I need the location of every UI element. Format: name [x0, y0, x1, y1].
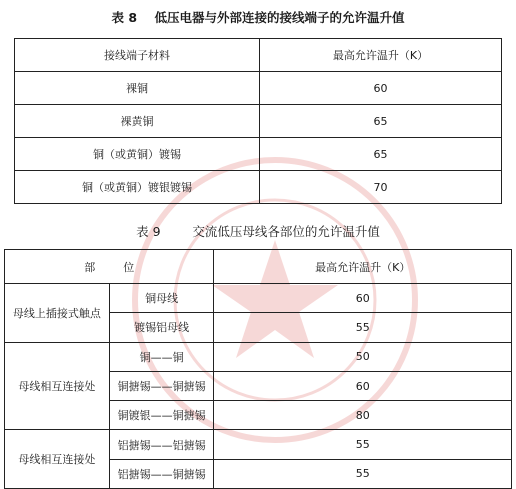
table8 — [14, 38, 502, 204]
table8-header-temp: 最高允许温升（K） — [260, 39, 502, 72]
value-cell: 80 — [214, 401, 512, 430]
material-cell: 裸黄铜 — [15, 105, 260, 138]
sub-cell: 铜镀银——铜搪锡 — [109, 401, 214, 430]
table-row — [15, 72, 502, 105]
value-cell: 70 — [260, 171, 502, 204]
table-row — [15, 171, 502, 204]
value-cell: 55 — [214, 313, 512, 342]
value-cell: 50 — [214, 342, 512, 371]
material-cell: 铜（或黄铜）镀锡 — [15, 138, 260, 171]
sub-cell: 铜母线 — [109, 284, 214, 313]
sub-cell: 铝搪锡——铜搪锡 — [109, 459, 214, 488]
material-cell: 裸铜 — [15, 72, 260, 105]
table-row — [15, 105, 502, 138]
value-cell: 55 — [214, 459, 512, 488]
part-cell: 母线相互连接处 — [5, 430, 110, 489]
table9 — [4, 249, 512, 489]
material-cell: 铜（或黄铜）镀银镀锡 — [15, 171, 260, 204]
part-cell: 母线上插接式触点 — [5, 284, 110, 343]
table8-header-material: 接线端子材料 — [15, 39, 260, 72]
value-cell: 65 — [260, 105, 502, 138]
table-row — [15, 138, 502, 171]
table-row — [5, 430, 512, 459]
table-row — [5, 342, 512, 371]
table8-header-row — [15, 39, 502, 72]
sub-cell: 铜搪锡——铜搪锡 — [109, 371, 214, 400]
table9-title: 表 9 交流低压母线各部位的允许温升值 — [136, 224, 380, 239]
value-cell: 60 — [214, 284, 512, 313]
value-cell: 55 — [214, 430, 512, 459]
value-cell: 60 — [260, 72, 502, 105]
sub-cell: 镀锡铝母线 — [109, 313, 214, 342]
table9-header-part: 部 位 — [5, 250, 214, 284]
sub-cell: 铜——铜 — [109, 342, 214, 371]
part-cell: 母线相互连接处 — [5, 342, 110, 430]
table-row — [5, 284, 512, 313]
value-cell: 65 — [260, 138, 502, 171]
table8-title: 表 8 低压电器与外部连接的接线端子的允许温升值 — [111, 10, 405, 25]
value-cell: 60 — [214, 371, 512, 400]
table9-header-row — [5, 250, 512, 284]
sub-cell: 铝搪锡——铝搪锡 — [109, 430, 214, 459]
table9-header-temp: 最高允许温升（K） — [214, 250, 512, 284]
